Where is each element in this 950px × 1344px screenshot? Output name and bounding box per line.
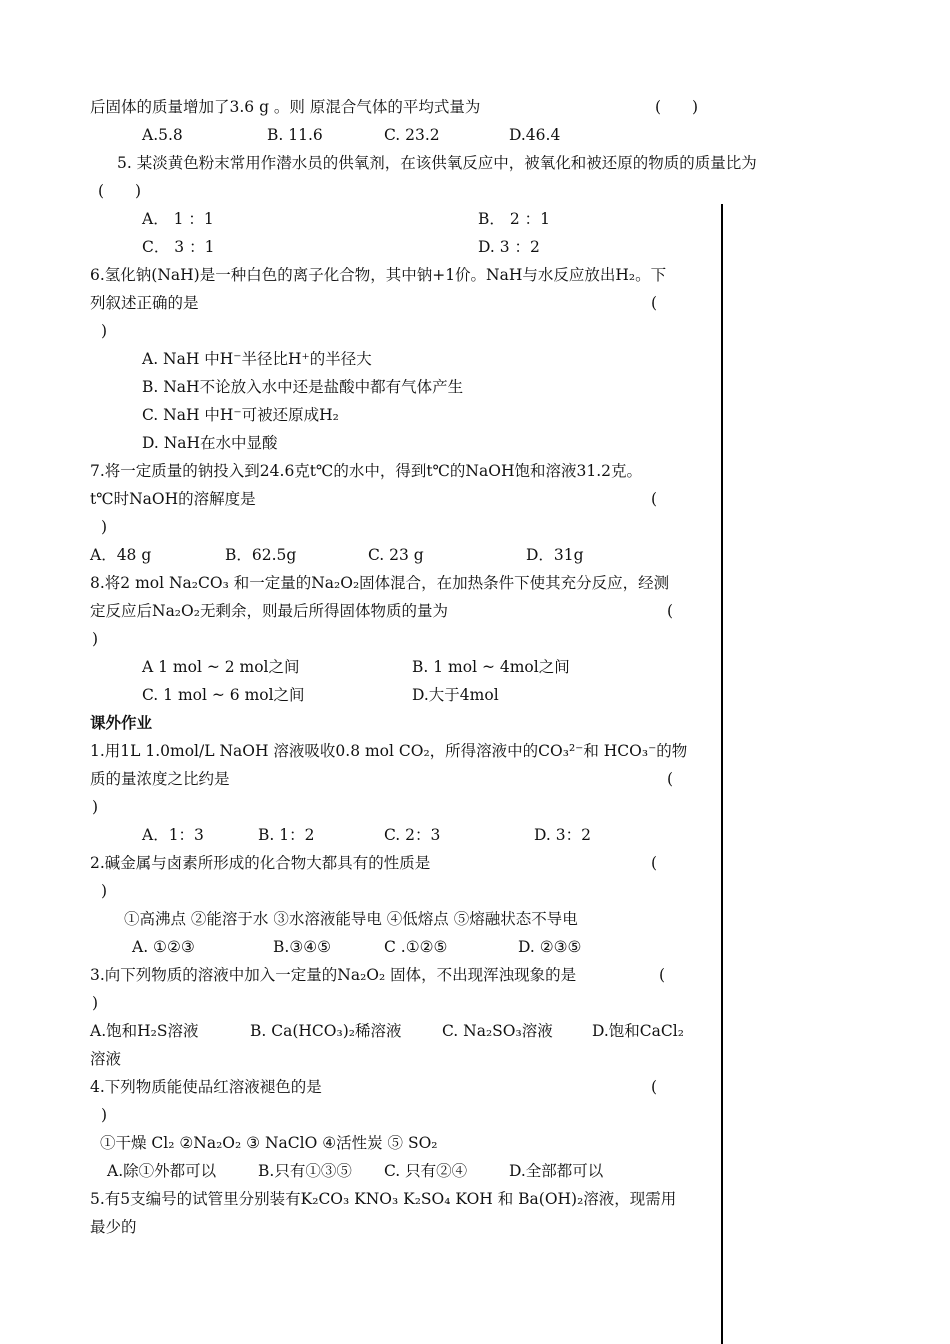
text-line: A．48 g	[90, 546, 152, 564]
text-line: C. NaH 中H⁻可被还原成H₂	[142, 406, 339, 424]
text-line: C． 3 ：1	[142, 238, 215, 256]
text-line: (	[651, 1078, 658, 1096]
text-line: 1.用1L 1.0mol/L NaOH 溶液吸收0.8 mol CO₂，所得溶液中的CO₃²⁻和 HCO₃⁻的物	[90, 742, 688, 760]
text-line: B． 2 ：1	[478, 210, 550, 228]
text-line: C. 23 g	[368, 546, 424, 564]
text-line: C. 23.2	[384, 126, 440, 144]
text-line: A.饱和H₂S溶液	[90, 1022, 199, 1040]
text-line: A.除①外都可以	[107, 1162, 217, 1180]
text-line: (	[651, 854, 658, 872]
text-line: D. 3：2	[534, 826, 591, 844]
text-line: D.全部都可以	[509, 1162, 604, 1180]
text-line: 溶液	[90, 1050, 122, 1068]
text-line: B. 1：2	[258, 826, 315, 844]
text-line: (	[659, 966, 666, 984]
margin-divider-line	[721, 204, 723, 1344]
text-line: 4.下列物质能使品红溶液褪色的是	[90, 1078, 322, 1096]
text-line: D.大于4mol	[412, 686, 499, 704]
text-line: A 1 mol ~ 2 mol之间	[142, 658, 300, 676]
text-line: )	[92, 798, 99, 816]
text-line: )	[92, 630, 99, 648]
text-line: )	[101, 1106, 108, 1124]
text-line: 定反应后Na₂O₂无剩余，则最后所得固体物质的量为	[90, 602, 448, 620]
text-line: 7.将一定质量的钠投入到24.6克t℃的水中，得到t℃的NaOH饱和溶液31.2克。	[90, 462, 642, 480]
text-line: 8.将2 mol Na₂CO₃ 和一定量的Na₂O₂固体混合，在加热条件下使其充分反应，经测	[90, 574, 670, 592]
text-line: )	[92, 994, 99, 1012]
text-line: D. ②③⑤	[518, 938, 582, 956]
text-line: A. NaH 中H⁻半径比H⁺的半径大	[142, 350, 372, 368]
text-line: ( )	[98, 182, 142, 200]
text-line: t℃时NaOH的溶解度是	[90, 490, 256, 508]
text-line: B.只有①③⑤	[258, 1162, 352, 1180]
text-line: 质的量浓度之比约是	[90, 770, 230, 788]
text-line: ( )	[655, 98, 699, 116]
text-line: C. 只有②④	[384, 1162, 468, 1180]
text-line: (	[667, 602, 674, 620]
text-line: (	[651, 490, 658, 508]
section-heading: 课外作业	[90, 714, 153, 732]
text-line: (	[651, 294, 658, 312]
text-line: 5.有5支编号的试管里分别装有K₂CO₃ KNO₃ K₂SO₄ KOH 和 Ba(OH)₂溶液，现需用	[90, 1190, 677, 1208]
text-line: A． 1 ：1	[142, 210, 214, 228]
text-line: )	[101, 882, 108, 900]
text-line: ①高沸点 ②能溶于水 ③水溶液能导电 ④低熔点 ⑤熔融状态不导电	[124, 910, 578, 928]
text-line: )	[101, 322, 108, 340]
text-line: B.③④⑤	[273, 938, 332, 956]
text-line: D. 3 ：2	[478, 238, 540, 256]
text-line: D. NaH在水中显酸	[142, 434, 278, 452]
text-line: C. Na₂SO₃溶液	[442, 1022, 553, 1040]
text-line: B. 1 mol ~ 4mol之间	[412, 658, 570, 676]
text-line: A．1：3	[142, 826, 204, 844]
text-line: )	[101, 518, 108, 536]
text-line: D．31g	[526, 546, 584, 564]
text-line: A. ①②③	[132, 938, 195, 956]
text-line: 5. 某淡黄色粉末常用作潜水员的供氧剂，在该供氧反应中，被氧化和被还原的物质的质量比为	[117, 154, 757, 172]
text-line: 2.碱金属与卤素所形成的化合物大都具有的性质是	[90, 854, 431, 872]
text-line: ①干燥 Cl₂ ②Na₂O₂ ③ NaClO ④活性炭 ⑤ SO₂	[100, 1134, 438, 1152]
text-line: C. 2：3	[384, 826, 441, 844]
text-line: B. 11.6	[267, 126, 323, 144]
text-line: B．62.5g	[225, 546, 297, 564]
text-line: A.5.8	[142, 126, 183, 144]
text-line: C. 1 mol ~ 6 mol之间	[142, 686, 305, 704]
text-line: 最少的	[90, 1218, 137, 1236]
text-line: B. Ca(HCO₃)₂稀溶液	[250, 1022, 402, 1040]
text-line: 列叙述正确的是	[90, 294, 199, 312]
text-line: (	[667, 770, 674, 788]
text-line: B. NaH不论放入水中还是盐酸中都有气体产生	[142, 378, 464, 396]
text-line: D.饱和CaCl₂	[592, 1022, 684, 1040]
text-line: 6.氢化钠(NaH)是一种白色的离子化合物，其中钠+1价。NaH与水反应放出H₂。下	[90, 266, 667, 284]
text-line: C .①②⑤	[384, 938, 448, 956]
text-line: 3.向下列物质的溶液中加入一定量的Na₂O₂ 固体，不出现浑浊现象的是	[90, 966, 577, 984]
text-line: 后固体的质量增加了3.6 g 。则 原混合气体的平均式量为	[90, 98, 481, 116]
text-line: D.46.4	[509, 126, 561, 144]
